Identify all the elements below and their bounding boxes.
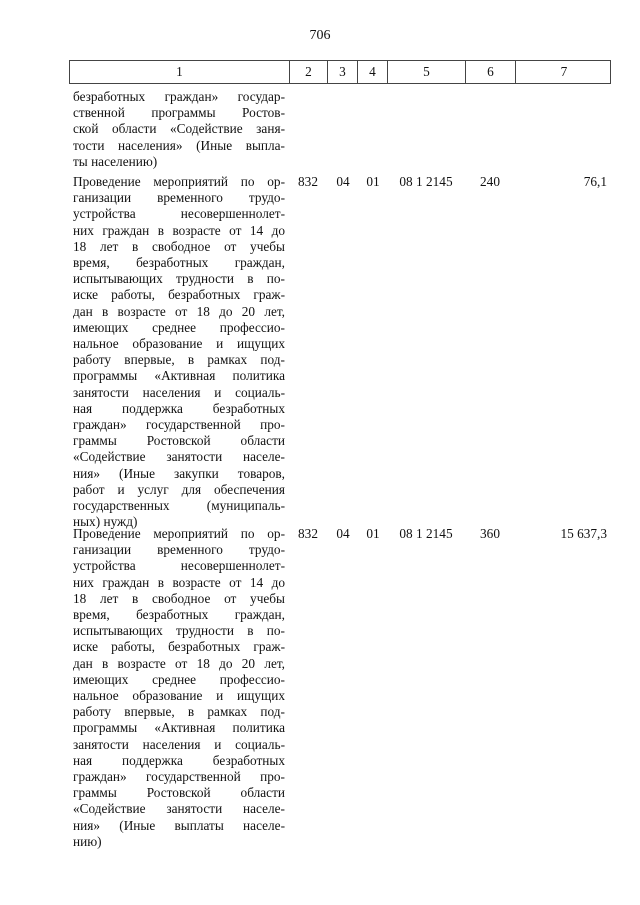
row-section-code: 04 (336, 526, 350, 541)
row-admin-code: 832 (298, 174, 318, 189)
description-line: занятости населения и социаль- (73, 384, 285, 400)
description-line: дан в возрасте от 18 до 20 лет, (73, 655, 285, 671)
description-line: «Содействие занятости населе- (73, 801, 285, 817)
description-line: имеющих среднее профессио- (73, 319, 285, 335)
description-line: иске работы, безработных граж- (73, 639, 285, 655)
description-line: граждан» государственной про- (73, 417, 285, 433)
description-line: 18 лет в свободное от учебы (73, 590, 285, 606)
description-line: ния» (Иные выплаты населе- (73, 817, 285, 833)
description-line: имеющих среднее профессио- (73, 671, 285, 687)
description-line: них граждан в возрасте от 14 до (73, 222, 285, 238)
row-expense-type-code: 360 (480, 526, 500, 541)
description-line: программы «Активная политика (73, 720, 285, 736)
description-line: устройства несовершеннолет- (73, 206, 285, 222)
column-number-5: 5 (388, 61, 466, 83)
column-number-7: 7 (560, 64, 568, 79)
description-line: ная поддержка безработных (73, 752, 285, 768)
row-amount: 76,1 (583, 174, 607, 189)
row-description (73, 89, 285, 170)
column-number-1: 1 (70, 61, 290, 83)
table-column-header (69, 60, 611, 84)
page-number: 706 (309, 28, 331, 43)
description-line: Проведение мероприятий по ор- (73, 526, 285, 541)
row-amount: 15 637,3 (560, 526, 607, 541)
description-line: ты населению) (73, 153, 158, 169)
description-line: работ и услуг для обеспечения (73, 481, 285, 497)
description-line: испытывающих трудности в по- (73, 623, 285, 639)
description-line: граммы Ростовской области (73, 433, 285, 449)
row-subsection-code: 01 (366, 526, 380, 541)
description-line: ганизации временного трудо- (73, 190, 285, 206)
description-line: время, безработных граждан, (73, 607, 285, 623)
row-description (73, 174, 285, 530)
description-line: ния» (Иные закупки товаров, (73, 465, 285, 481)
description-line: иске работы, безработных граж- (73, 287, 285, 303)
row-target-article-code: 08 1 2145 (399, 174, 453, 189)
column-number-3: 3 (328, 61, 358, 83)
description-line: граждан» государственной про- (73, 769, 285, 785)
row-expense-type-code: 240 (480, 174, 500, 189)
column-number-4: 4 (358, 61, 388, 83)
row-admin-code: 832 (298, 526, 318, 541)
description-line: ная поддержка безработных (73, 400, 285, 416)
row-subsection-code: 01 (366, 174, 380, 189)
description-line: работу впервые, в рамках под- (73, 704, 285, 720)
row-target-article-code: 08 1 2145 (399, 526, 453, 541)
description-line: безработных граждан» государ- (73, 89, 285, 104)
description-line: ганизации временного трудо- (73, 542, 285, 558)
description-line: государственных (муниципаль- (73, 498, 285, 514)
description-line: нальное образование и ищущих (73, 336, 285, 352)
description-line: «Содействие занятости населе- (73, 449, 285, 465)
description-line: Проведение мероприятий по ор- (73, 174, 285, 189)
description-line: нию) (73, 833, 102, 849)
description-line: них граждан в возрасте от 14 до (73, 574, 285, 590)
description-line: ской области «Содействие заня- (73, 121, 285, 137)
column-number-2: 2 (290, 61, 328, 83)
description-line: занятости населения и социаль- (73, 736, 285, 752)
description-line: программы «Активная политика (73, 368, 285, 384)
description-line: испытывающих трудности в по- (73, 271, 285, 287)
description-line: устройства несовершеннолет- (73, 558, 285, 574)
row-description (73, 526, 285, 850)
row-section-code: 04 (336, 174, 350, 189)
column-number-6: 6 (466, 61, 516, 83)
description-line: работу впервые, в рамках под- (73, 352, 285, 368)
description-line: время, безработных граждан, (73, 255, 285, 271)
description-line: нальное образование и ищущих (73, 688, 285, 704)
description-line: дан в возрасте от 18 до 20 лет, (73, 303, 285, 319)
description-line: тости населения» (Иные выпла- (73, 137, 285, 153)
description-line: 18 лет в свободное от учебы (73, 238, 285, 254)
description-line: ственной программы Ростов- (73, 105, 285, 121)
description-line: граммы Ростовской области (73, 785, 285, 801)
description-line: ных) нужд) (73, 514, 138, 530)
